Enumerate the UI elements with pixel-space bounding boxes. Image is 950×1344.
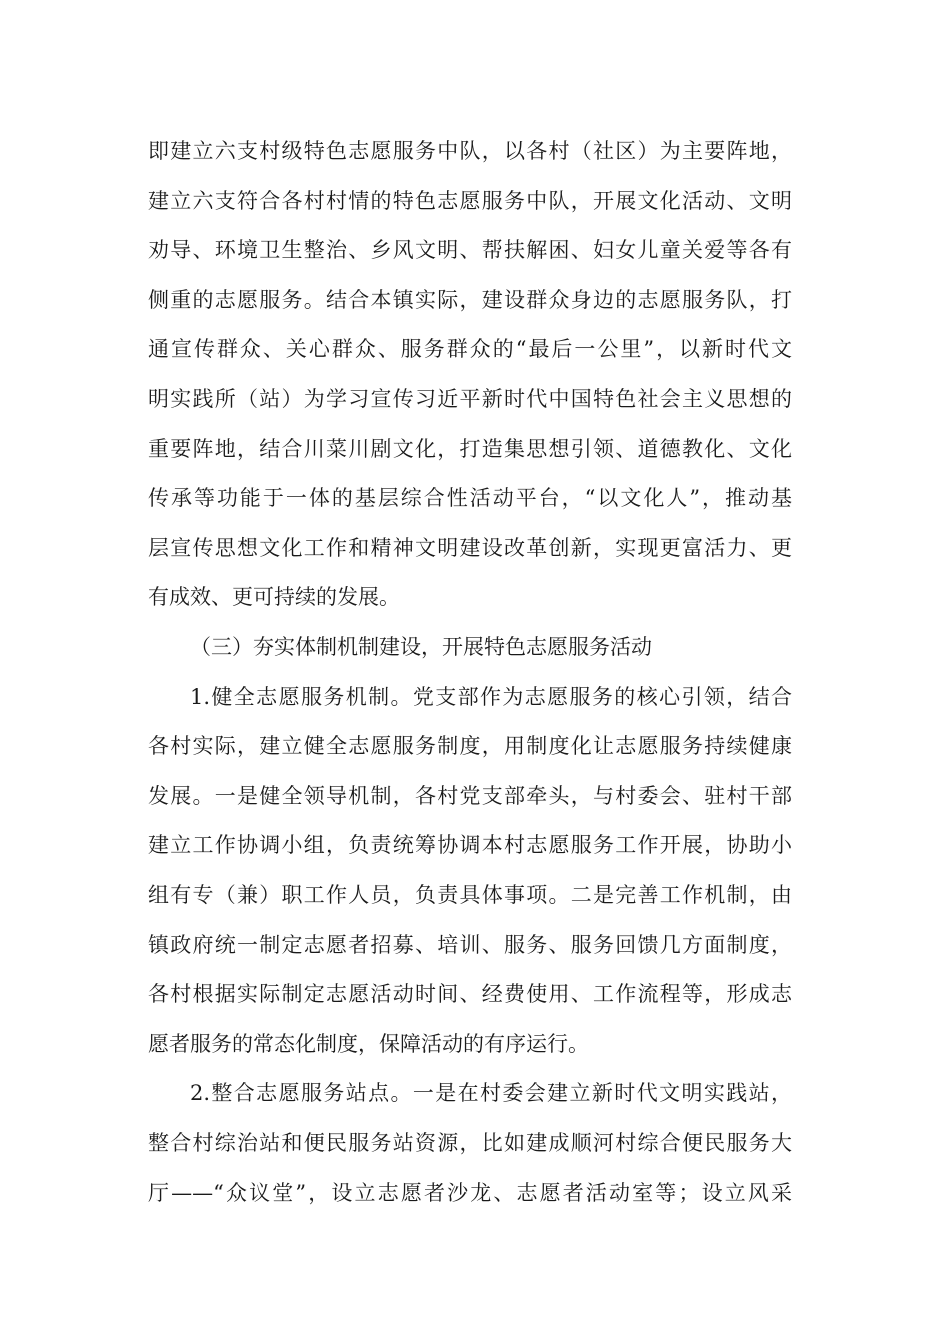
- paragraph-2-line-1: 1.健全志愿服务机制。党支部作为志愿服务的核心引领，结合: [190, 685, 792, 709]
- paragraph-1-line-9: 层宣传思想文化工作和精神文明建设改革创新，实现更富活力、更: [148, 536, 792, 560]
- paragraph-1-line-6: 明实践所（站）为学习宣传习近平新时代中国特色社会主义思想的: [148, 387, 792, 411]
- paragraph-1-line-8: 传承等功能于一体的基层综合性活动平台，“以文化人”，推动基: [148, 486, 792, 510]
- paragraph-2-line-5: 组有专（兼）职工作人员，负责具体事项。二是完善工作机制，由: [148, 883, 792, 907]
- paragraph-1-line-4: 侧重的志愿服务。结合本镇实际，建设群众身边的志愿服务队，打: [148, 288, 792, 312]
- paragraph-1-line-1: 即建立六支村级特色志愿服务中队，以各村（社区）为主要阵地，: [148, 139, 792, 163]
- paragraph-2-line-4: 建立工作协调小组，负责统筹协调本村志愿服务工作开展，协助小: [148, 833, 792, 857]
- paragraph-2-line-3: 发展。一是健全领导机制，各村党支部牵头，与村委会、驻村干部: [148, 784, 792, 808]
- section-heading: （三）夯实体制机制建设，开展特色志愿服务活动: [190, 635, 652, 659]
- paragraph-2-line-6: 镇政府统一制定志愿者招募、培训、服务、服务回馈几方面制度，: [148, 933, 792, 957]
- paragraph-1-line-7: 重要阵地，结合川菜川剧文化，打造集思想引领、道德教化、文化: [148, 437, 792, 461]
- paragraph-3-line-1: 2.整合志愿服务站点。一是在村委会建立新时代文明实践站，: [190, 1081, 792, 1105]
- paragraph-2-line-7: 各村根据实际制定志愿活动时间、经费使用、工作流程等，形成志: [148, 982, 792, 1006]
- paragraph-2-line-2: 各村实际，建立健全志愿服务制度，用制度化让志愿服务持续健康: [148, 734, 792, 758]
- paragraph-3-line-2: 整合村综治站和便民服务站资源，比如建成顺河村综合便民服务大: [148, 1131, 792, 1155]
- paragraph-1-line-5: 通宣传群众、关心群众、服务群众的“最后一公里”，以新时代文: [148, 337, 792, 361]
- paragraph-3-line-3: 厅——“众议堂”，设立志愿者沙龙、志愿者活动室等；设立风采: [148, 1181, 792, 1205]
- paragraph-1-line-2: 建立六支符合各村村情的特色志愿服务中队，开展文化活动、文明: [148, 189, 792, 213]
- paragraph-1-line-3: 劝导、环境卫生整治、乡风文明、帮扶解困、妇女儿童关爱等各有: [148, 238, 792, 262]
- paragraph-1-line-10: 有成效、更可持续的发展。: [148, 585, 400, 609]
- paragraph-2-line-8: 愿者服务的常态化制度，保障活动的有序运行。: [148, 1032, 589, 1056]
